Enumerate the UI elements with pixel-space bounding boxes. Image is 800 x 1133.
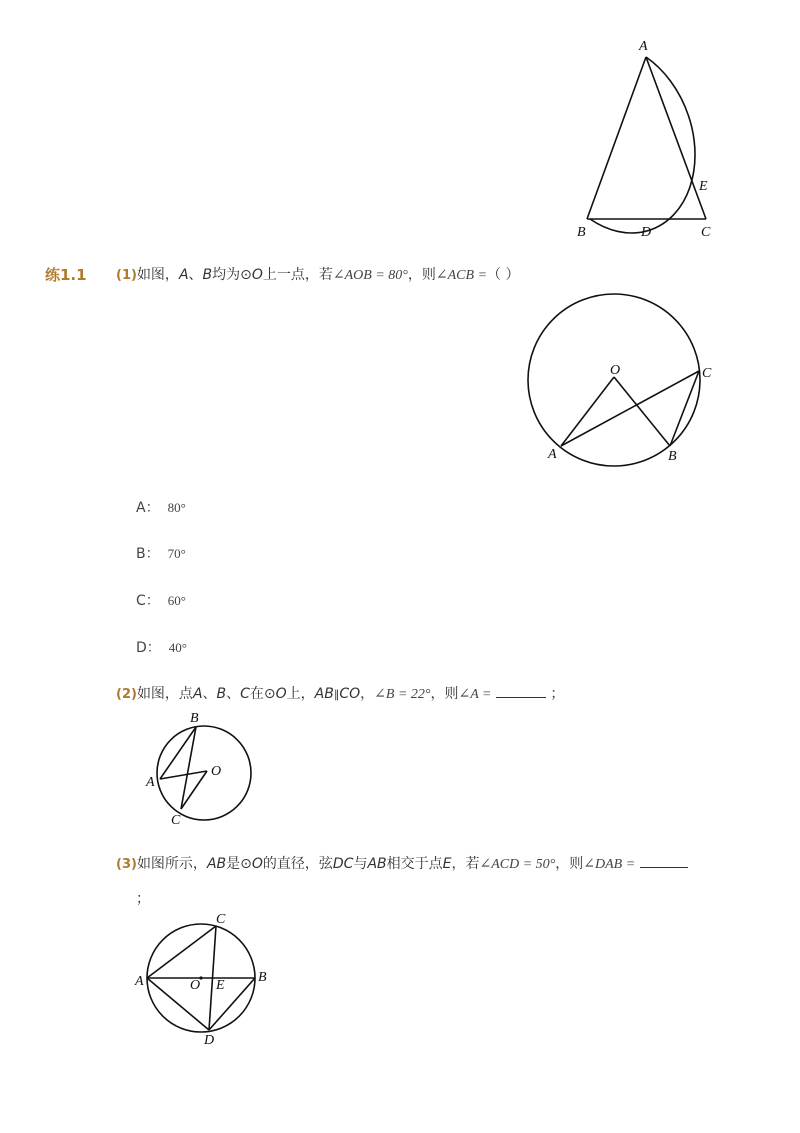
q3-figure bbox=[0, 905, 800, 1048]
label-a: A bbox=[639, 39, 648, 54]
label-d: D bbox=[641, 225, 652, 240]
answer-blank[interactable] bbox=[640, 855, 688, 868]
label-a: A bbox=[548, 447, 557, 462]
math-angle-ask: ∠A = bbox=[458, 687, 492, 702]
math-angle-given: ∠ACD = 50° bbox=[479, 857, 556, 872]
label-b: B bbox=[190, 711, 199, 726]
segment-ab bbox=[587, 57, 646, 219]
q2-figure bbox=[0, 700, 800, 840]
label-b: B bbox=[668, 449, 677, 464]
question-number: (1) bbox=[116, 268, 137, 283]
label-a: A bbox=[146, 775, 155, 790]
segment-ao bbox=[160, 771, 207, 779]
segment-ac bbox=[646, 57, 706, 219]
option-a[interactable]: A： 80° bbox=[136, 500, 186, 516]
label-o: O bbox=[610, 363, 621, 378]
circle-o bbox=[157, 726, 251, 820]
label-b: B bbox=[577, 225, 586, 240]
segment-ac bbox=[561, 371, 699, 446]
label-o: O bbox=[211, 764, 222, 779]
label-c: C bbox=[171, 813, 181, 828]
answer-paren: （ ） bbox=[487, 267, 520, 283]
option-b[interactable]: B： 70° bbox=[136, 546, 186, 562]
label-c: C bbox=[216, 912, 226, 927]
math-angle-given: ∠AOB = 80° bbox=[332, 268, 408, 283]
question-number: (3) bbox=[116, 857, 137, 872]
circle-o bbox=[528, 294, 700, 466]
label-b: B bbox=[258, 970, 267, 985]
question-number: (2) bbox=[116, 687, 137, 702]
label-c: C bbox=[701, 225, 711, 240]
question-1: (1)如图，A、B均为⊙O上一点，若∠AOB = 80°，则∠ACB =（ ） bbox=[116, 267, 520, 283]
math-angle-ask: ∠DAB = bbox=[583, 857, 636, 872]
label-c: C bbox=[702, 366, 712, 381]
segment-oa bbox=[561, 377, 614, 446]
math-angle-ask: ∠ACB = bbox=[435, 268, 488, 283]
question-2: (2)如图，点A、B、C在⊙O上，AB∥CO，∠B = 22°，则∠A = ； bbox=[116, 686, 565, 702]
segment-ob bbox=[614, 377, 670, 446]
top-figure bbox=[0, 0, 800, 260]
math-angle-given: ∠B = 22° bbox=[374, 687, 431, 702]
exercise-label: 练1.1 bbox=[45, 266, 87, 284]
label-a: A bbox=[135, 974, 144, 989]
option-d[interactable]: D： 40° bbox=[136, 640, 187, 656]
option-c[interactable]: C： 60° bbox=[136, 593, 186, 609]
label-d: D bbox=[204, 1033, 215, 1048]
label-o: O bbox=[190, 978, 201, 993]
answer-blank[interactable] bbox=[496, 685, 546, 698]
label-e: E bbox=[699, 179, 708, 194]
q1-figure bbox=[0, 290, 800, 490]
question-3-end: ； bbox=[136, 891, 150, 907]
segment-ac bbox=[147, 926, 216, 978]
label-e: E bbox=[216, 978, 225, 993]
question-3: (3)如图所示，AB是⊙O的直径，弦DC与AB相交于点E，若∠ACD = 50°，则∠DAB = bbox=[116, 855, 688, 874]
